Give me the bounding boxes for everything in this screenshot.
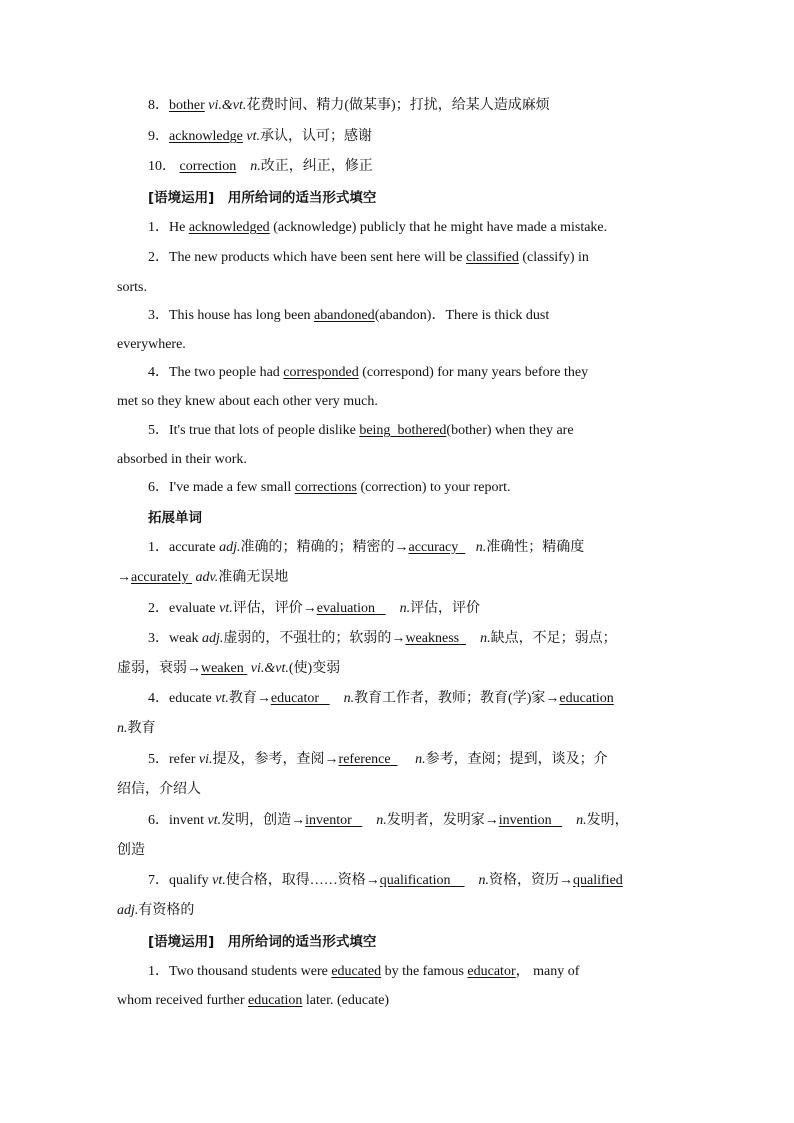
expand-item-6 xyxy=(148,812,629,830)
expand-item-3 xyxy=(148,630,617,648)
definition: 承认，认可；感谢 xyxy=(259,129,372,144)
answer-blank: inventor xyxy=(305,813,352,828)
part-of-speech: adv. xyxy=(195,570,219,585)
sentence-text: ， many of xyxy=(515,964,580,979)
exercise1-sentence-6 xyxy=(148,479,511,497)
vocab-word: acknowledge xyxy=(169,129,243,144)
item-number: 6． xyxy=(148,480,169,495)
answer-blank: educated xyxy=(331,964,382,979)
definition: 有资格的 xyxy=(138,903,195,918)
answer-blank: classified xyxy=(466,250,519,265)
definition: 教育→ xyxy=(228,691,271,706)
item-number: 4． xyxy=(148,691,169,706)
definition: 发明， xyxy=(586,813,629,828)
definition: 发明者，发明家→ xyxy=(386,813,499,828)
section-heading-expand: 拓展单词 xyxy=(148,510,202,526)
answer-blank: invention xyxy=(498,813,552,828)
item-number: 1． xyxy=(148,220,169,235)
answer-blank: weakness xyxy=(405,631,460,646)
part-of-speech: n. xyxy=(480,631,491,646)
definition: 准确无误地 xyxy=(218,570,289,585)
base-word: invent xyxy=(169,813,208,828)
item-number: 1． xyxy=(148,540,169,555)
definition: 评估，评价 xyxy=(410,601,481,616)
sentence-text: (correspond) for many years before they xyxy=(358,365,589,380)
definition: 准确的；精确的；精密的→ xyxy=(240,540,409,555)
answer-blank: reference xyxy=(338,752,391,767)
answer-blank: bothered xyxy=(397,423,447,438)
section-heading-context-1: [语境运用] 用所给词的适当形式填空 xyxy=(148,190,377,206)
sentence-text: Two thousand students were xyxy=(169,964,332,979)
section-heading-context-2: [语境运用] 用所给词的适当形式填空 xyxy=(148,934,377,950)
part-of-speech: n. xyxy=(376,813,387,828)
vocab-word: correction xyxy=(179,159,237,174)
answer-blank: education xyxy=(248,993,303,1008)
exercise1-sentence-2 xyxy=(148,249,589,267)
answer-blank: corrections xyxy=(294,480,357,495)
definition: 改正，纠正，修正 xyxy=(260,159,373,174)
sentence-text: This house has long been xyxy=(169,308,315,323)
sentence-text: I've made a few small xyxy=(169,480,295,495)
answer-blank: accurately xyxy=(131,570,189,585)
part-of-speech: vt. xyxy=(212,873,226,888)
sentence-text: by the famous xyxy=(381,964,468,979)
definition: 资格，资历→ xyxy=(489,873,574,888)
answer-blank: acknowledged xyxy=(188,220,270,235)
part-of-speech: vt. xyxy=(215,691,229,706)
item-number: 1． xyxy=(148,964,169,979)
definition: 提及，参考，查阅→ xyxy=(212,752,339,767)
definition: 准确性；精确度 xyxy=(486,540,585,555)
vocab-word: bother xyxy=(169,98,205,113)
answer-blank: abandoned xyxy=(314,308,375,323)
vocab-item-9 xyxy=(148,128,372,146)
answer-blank: qualification xyxy=(379,873,451,888)
exercise2-sentence-1 xyxy=(148,963,579,981)
sentence-text: He xyxy=(169,220,189,235)
answer-blank: being xyxy=(359,423,391,438)
expand-item-3-cont xyxy=(117,660,340,678)
item-number: 2． xyxy=(148,250,169,265)
sentence-text: (classify) in xyxy=(518,250,589,265)
sentence-text: later. (educate) xyxy=(302,993,390,1008)
part-of-speech: vi.&vt. xyxy=(208,98,247,113)
expand-item-1 xyxy=(148,539,584,557)
answer-blank: evaluation xyxy=(316,601,376,616)
sentence-text: (acknowledge) publicly that he might have made a mistake. xyxy=(269,220,608,235)
sentence-text: (bother) when they are xyxy=(446,423,574,438)
answer-blank: weaken xyxy=(201,661,244,676)
expand-item-4-cont xyxy=(117,720,156,738)
answer-blank: educator xyxy=(467,964,516,979)
sentence-text: The two people had xyxy=(169,365,284,380)
part-of-speech: adj. xyxy=(117,903,139,918)
vocab-item-8 xyxy=(148,97,550,115)
part-of-speech: vt. xyxy=(219,601,233,616)
base-word: weak xyxy=(169,631,203,646)
item-number: 7． xyxy=(148,873,169,888)
definition: 使合格，取得……资格→ xyxy=(225,873,380,888)
item-number: 5． xyxy=(148,752,169,767)
part-of-speech: n. xyxy=(475,540,487,555)
answer-blank: educator xyxy=(270,691,320,706)
item-number: 8． xyxy=(148,98,169,113)
sentence-text: (correction) to your report. xyxy=(356,480,511,495)
definition: 虚弱，衰弱→ xyxy=(117,661,201,676)
item-number: 2． xyxy=(148,601,169,616)
item-number: 4． xyxy=(148,365,169,380)
part-of-speech: n. xyxy=(343,691,355,706)
part-of-speech: adj. xyxy=(202,631,224,646)
exercise1-sentence-3-cont: everywhere. xyxy=(117,337,186,352)
exercise1-sentence-5-cont: absorbed in their work. xyxy=(117,452,247,467)
answer-blank: corresponded xyxy=(283,365,359,380)
exercise1-sentence-4 xyxy=(148,364,588,382)
expand-item-7-cont xyxy=(117,902,194,920)
expand-item-4 xyxy=(148,690,614,708)
base-word: evaluate xyxy=(169,601,220,616)
definition: 教育 xyxy=(127,721,156,736)
definition: 发明，创造→ xyxy=(221,813,306,828)
sentence-text: whom received further xyxy=(117,993,248,1008)
part-of-speech: vi.&vt. xyxy=(250,661,289,676)
part-of-speech: vt. xyxy=(246,129,260,144)
base-word: refer xyxy=(169,752,199,767)
part-of-speech: adj. xyxy=(219,540,241,555)
definition: 教育工作者，教师；教育(学)家→ xyxy=(354,691,560,706)
exercise1-sentence-5 xyxy=(148,422,574,440)
item-number: 3． xyxy=(148,631,169,646)
definition: 参考，查阅；提到，谈及；介 xyxy=(425,752,608,767)
definition: 缺点，不足；弱点； xyxy=(490,631,617,646)
answer-blank: education xyxy=(559,691,614,706)
part-of-speech: n. xyxy=(576,813,587,828)
answer-blank: accuracy xyxy=(408,540,459,555)
part-of-speech: n. xyxy=(250,159,261,174)
part-of-speech: n. xyxy=(478,873,490,888)
definition: (使)变弱 xyxy=(288,661,341,676)
base-word: qualify xyxy=(169,873,213,888)
exercise1-sentence-4-cont: met so they knew about each other very much. xyxy=(117,394,378,409)
sentence-text: (abandon)．There is thick dust xyxy=(374,308,550,323)
part-of-speech: n. xyxy=(117,721,128,736)
base-word: educate xyxy=(169,691,216,706)
sentence-text: It's true that lots of people dislike xyxy=(169,423,360,438)
expand-item-5 xyxy=(148,751,608,769)
exercise2-sentence-1-cont xyxy=(117,992,389,1010)
item-number: 6． xyxy=(148,813,169,828)
item-number: 3． xyxy=(148,308,169,323)
answer-blank: qualified xyxy=(573,873,623,888)
expand-item-1-cont xyxy=(117,569,288,587)
item-number: 10． xyxy=(148,159,176,174)
expand-item-2 xyxy=(148,600,480,618)
part-of-speech: n. xyxy=(415,752,426,767)
definition: 评估，评价→ xyxy=(232,601,317,616)
expand-item-5-cont: 绍信，介绍人 xyxy=(117,782,201,797)
exercise1-sentence-3 xyxy=(148,307,549,325)
sentence-text: The new products which have been sent here will be xyxy=(169,250,467,265)
exercise1-sentence-1 xyxy=(148,219,607,237)
item-number: 5． xyxy=(148,423,169,438)
definition: 花费时间、精力(做某事)；打扰，给某人造成麻烦 xyxy=(246,98,550,113)
arrow: → xyxy=(117,570,131,585)
vocab-item-10 xyxy=(148,158,373,176)
part-of-speech: vi. xyxy=(198,752,213,767)
definition: 虚弱的，不强壮的；软弱的→ xyxy=(223,631,406,646)
item-number: 9． xyxy=(148,129,169,144)
expand-item-6-cont: 创造 xyxy=(117,843,145,858)
base-word: accurate xyxy=(169,540,220,555)
part-of-speech: vt. xyxy=(207,813,222,828)
exercise1-sentence-2-cont: sorts. xyxy=(117,280,147,295)
part-of-speech: n. xyxy=(399,601,411,616)
expand-item-7 xyxy=(148,872,623,890)
